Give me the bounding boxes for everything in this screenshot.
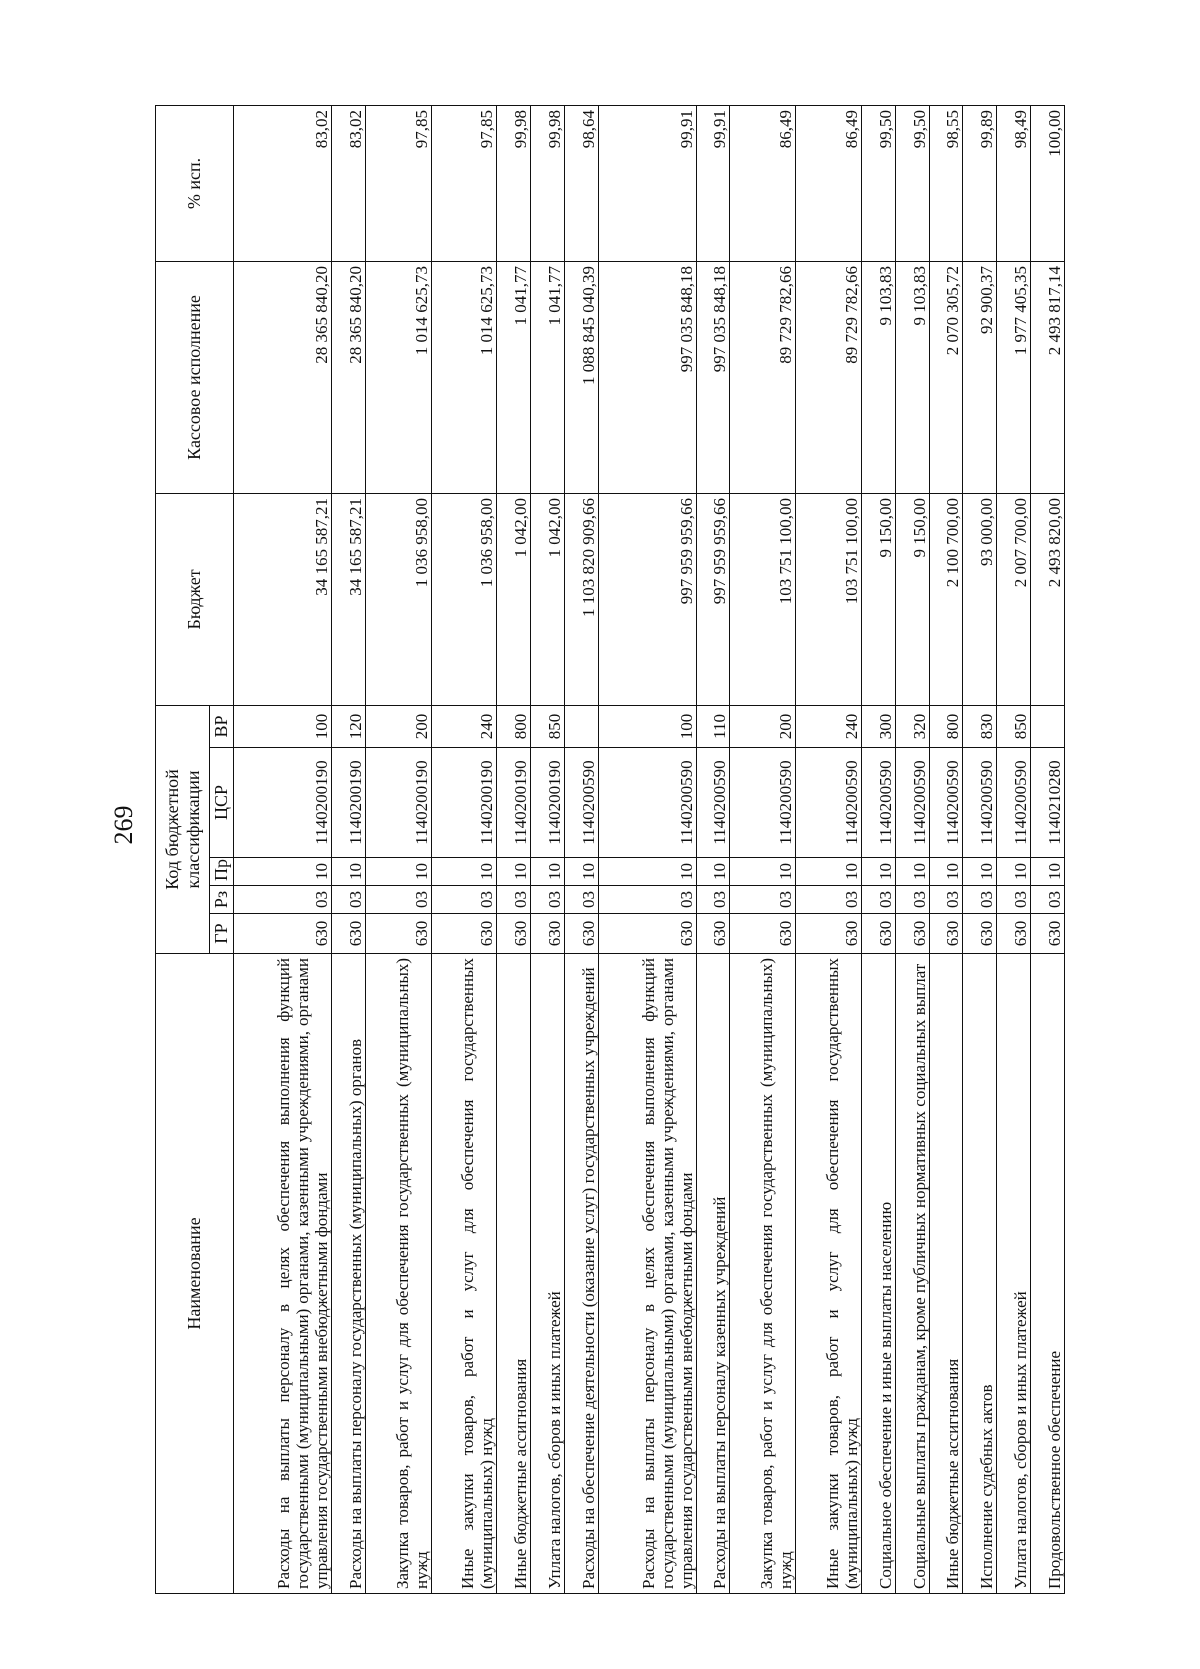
row-name: Закупка товаров, работ и услуг для обеспечения государственных (муниципальных) нужд	[730, 954, 796, 1594]
row-vr: 320	[895, 705, 929, 747]
row-vr: 240	[431, 705, 497, 747]
row-budget: 997 959 959,66	[696, 493, 730, 705]
row-budget: 34 165 587,21	[234, 493, 332, 705]
row-pr: 10	[730, 858, 796, 886]
row-gr: 630	[862, 914, 896, 954]
row-cash: 1 088 845 040,39	[564, 261, 598, 493]
row-pr: 10	[365, 858, 431, 886]
row-csr: 1140200590	[796, 748, 862, 858]
row-pct: 100,00	[1031, 105, 1065, 261]
row-cash: 2 070 305,72	[929, 261, 963, 493]
row-budget: 1 042,00	[497, 493, 531, 705]
row-cash: 2 493 817,14	[1031, 261, 1065, 493]
row-budget: 2 100 700,00	[929, 493, 963, 705]
row-pct: 86,49	[730, 105, 796, 261]
row-vr: 100	[234, 705, 332, 747]
row-rz: 03	[365, 886, 431, 914]
row-budget: 1 103 820 909,66	[564, 493, 598, 705]
row-name: Расходы на обеспечение деятельности (оказание услуг) государственных учреждений	[564, 954, 598, 1594]
row-csr: 1140200590	[696, 748, 730, 858]
row-pr: 10	[331, 858, 365, 886]
table-row	[997, 105, 1031, 1593]
row-cash: 1 041,77	[497, 261, 531, 493]
table-row	[497, 105, 531, 1593]
row-rz: 03	[331, 886, 365, 914]
row-vr	[1031, 705, 1065, 747]
header-vr: ВР	[210, 705, 234, 747]
row-name: Социальное обеспечение и иные выплаты населению	[862, 954, 896, 1594]
row-budget: 9 150,00	[895, 493, 929, 705]
row-pr: 10	[862, 858, 896, 886]
row-cash: 1 014 625,73	[431, 261, 497, 493]
table-row	[234, 105, 332, 1593]
row-gr: 630	[895, 914, 929, 954]
row-cash: 92 900,37	[963, 261, 997, 493]
row-name: Иные бюджетные ассигнования	[497, 954, 531, 1594]
row-name: Исполнение судебных актов	[963, 954, 997, 1594]
page-number: 269	[109, 805, 138, 845]
row-budget: 93 000,00	[963, 493, 997, 705]
row-rz: 03	[963, 886, 997, 914]
row-name: Расходы на выплаты персоналу государственных (муниципальных) органов	[331, 954, 365, 1594]
row-pct: 99,91	[696, 105, 730, 261]
row-gr: 630	[331, 914, 365, 954]
row-rz: 03	[564, 886, 598, 914]
row-name: Уплата налогов, сборов и иных платежей	[997, 954, 1031, 1594]
table-row	[431, 105, 497, 1593]
row-budget: 2 493 820,00	[1031, 493, 1065, 705]
row-vr: 300	[862, 705, 896, 747]
row-vr: 100	[598, 705, 696, 747]
table-row	[564, 105, 598, 1593]
table-row	[730, 105, 796, 1593]
row-rz: 03	[929, 886, 963, 914]
row-rz: 03	[598, 886, 696, 914]
row-budget: 1 036 958,00	[365, 493, 431, 705]
row-csr: 1140200190	[531, 748, 565, 858]
row-csr: 1140200590	[929, 748, 963, 858]
row-pct: 98,49	[997, 105, 1031, 261]
header-pct: % исп.	[156, 105, 234, 261]
row-rz: 03	[1031, 886, 1065, 914]
row-csr: 1140200590	[997, 748, 1031, 858]
row-budget: 9 150,00	[862, 493, 896, 705]
rotated-table-wrapper	[155, 106, 1065, 1594]
row-pct: 99,98	[497, 105, 531, 261]
row-cash: 997 035 848,18	[696, 261, 730, 493]
row-name: Расходы на выплаты персоналу в целях обеспечения выполнения функций государственными (муниципальными) органами, казенными учреждениями, органами управления государственными внебюджетными фондами	[598, 954, 696, 1594]
row-cash: 1 977 405,35	[997, 261, 1031, 493]
table-row	[598, 105, 696, 1593]
header-csr: ЦСР	[210, 748, 234, 858]
row-vr: 110	[696, 705, 730, 747]
table-body	[234, 105, 1065, 1593]
row-budget: 1 036 958,00	[431, 493, 497, 705]
row-csr: 1140200590	[598, 748, 696, 858]
row-gr: 630	[730, 914, 796, 954]
row-cash: 89 729 782,66	[730, 261, 796, 493]
row-vr: 830	[963, 705, 997, 747]
table-row	[1031, 105, 1065, 1593]
row-pct: 99,50	[895, 105, 929, 261]
row-csr: 1140200190	[331, 748, 365, 858]
row-budget: 997 959 959,66	[598, 493, 696, 705]
row-cash: 1 041,77	[531, 261, 565, 493]
row-pr: 10	[929, 858, 963, 886]
table-row	[862, 105, 896, 1593]
row-name: Продовольственное обеспечение	[1031, 954, 1065, 1594]
row-name: Социальные выплаты гражданам, кроме публичных нормативных социальных выплат	[895, 954, 929, 1594]
row-name: Закупка товаров, работ и услуг для обеспечения государственных (муниципальных) нужд	[365, 954, 431, 1594]
row-gr: 630	[796, 914, 862, 954]
row-rz: 03	[796, 886, 862, 914]
row-pr: 10	[796, 858, 862, 886]
row-pr: 10	[234, 858, 332, 886]
row-pct: 97,85	[365, 105, 431, 261]
row-pct: 98,55	[929, 105, 963, 261]
row-csr: 1140200190	[365, 748, 431, 858]
row-pr: 10	[497, 858, 531, 886]
row-pct: 86,49	[796, 105, 862, 261]
row-vr: 200	[730, 705, 796, 747]
row-gr: 630	[696, 914, 730, 954]
row-csr: 1140200590	[730, 748, 796, 858]
row-pct: 99,50	[862, 105, 896, 261]
row-pr: 10	[598, 858, 696, 886]
header-budget: Бюджет	[156, 493, 234, 705]
row-pct: 83,02	[331, 105, 365, 261]
table-row	[531, 105, 565, 1593]
row-pr: 10	[997, 858, 1031, 886]
row-csr: 1140200590	[862, 748, 896, 858]
row-pr: 10	[696, 858, 730, 886]
table-row	[796, 105, 862, 1593]
row-gr: 630	[598, 914, 696, 954]
row-vr: 850	[531, 705, 565, 747]
row-vr: 120	[331, 705, 365, 747]
row-pr: 10	[531, 858, 565, 886]
row-cash: 28 365 840,20	[331, 261, 365, 493]
table-row	[963, 105, 997, 1593]
row-vr: 240	[796, 705, 862, 747]
header-gr: ГР	[210, 914, 234, 954]
row-vr: 800	[497, 705, 531, 747]
row-gr: 630	[929, 914, 963, 954]
row-vr	[564, 705, 598, 747]
row-rz: 03	[696, 886, 730, 914]
table-row	[895, 105, 929, 1593]
row-cash: 28 365 840,20	[234, 261, 332, 493]
row-rz: 03	[895, 886, 929, 914]
row-pr: 10	[895, 858, 929, 886]
row-rz: 03	[862, 886, 896, 914]
row-gr: 630	[564, 914, 598, 954]
table-row	[365, 105, 431, 1593]
table-row	[696, 105, 730, 1593]
row-budget: 103 751 100,00	[796, 493, 862, 705]
row-csr: 1140210280	[1031, 748, 1065, 858]
row-name: Расходы на выплаты персоналу казенных учреждений	[696, 954, 730, 1594]
row-csr: 1140200190	[431, 748, 497, 858]
row-pr: 10	[1031, 858, 1065, 886]
row-budget: 1 042,00	[531, 493, 565, 705]
header-cash: Кассовое исполнение	[156, 261, 234, 493]
row-rz: 03	[234, 886, 332, 914]
row-vr: 200	[365, 705, 431, 747]
row-gr: 630	[497, 914, 531, 954]
row-cash: 997 035 848,18	[598, 261, 696, 493]
row-cash: 9 103,83	[895, 261, 929, 493]
row-csr: 1140200590	[895, 748, 929, 858]
header-name: Наименование	[156, 954, 234, 1594]
row-vr: 800	[929, 705, 963, 747]
row-pct: 99,91	[598, 105, 696, 261]
row-pct: 83,02	[234, 105, 332, 261]
budget-table	[155, 105, 1065, 1594]
row-gr: 630	[365, 914, 431, 954]
row-budget: 103 751 100,00	[730, 493, 796, 705]
header-rz: Рз	[210, 886, 234, 914]
row-name: Иные бюджетные ассигнования	[929, 954, 963, 1594]
row-cash: 1 014 625,73	[365, 261, 431, 493]
row-pct: 99,89	[963, 105, 997, 261]
row-budget: 2 007 700,00	[997, 493, 1031, 705]
row-pr: 10	[963, 858, 997, 886]
row-budget: 34 165 587,21	[331, 493, 365, 705]
row-gr: 630	[431, 914, 497, 954]
table-row	[331, 105, 365, 1593]
row-cash: 9 103,83	[862, 261, 896, 493]
header-code-group: Код бюджетной классификации	[156, 705, 210, 953]
row-name: Расходы на выплаты персоналу в целях обеспечения выполнения функций государственными (муниципальными) органами, казенными учреждениями, органами управления государственными внебюджетными фондами	[234, 954, 332, 1594]
row-csr: 1140200190	[234, 748, 332, 858]
row-pct: 98,64	[564, 105, 598, 261]
row-rz: 03	[730, 886, 796, 914]
row-rz: 03	[431, 886, 497, 914]
row-csr: 1140200590	[564, 748, 598, 858]
row-gr: 630	[1031, 914, 1065, 954]
row-csr: 1140200190	[497, 748, 531, 858]
row-name: Уплата налогов, сборов и иных платежей	[531, 954, 565, 1594]
row-vr: 850	[997, 705, 1031, 747]
row-name: Иные закупки товаров, работ и услуг для обеспечения государственных (муниципальных) нужд	[431, 954, 497, 1594]
row-rz: 03	[531, 886, 565, 914]
row-pct: 99,98	[531, 105, 565, 261]
row-name: Иные закупки товаров, работ и услуг для обеспечения государственных (муниципальных) нужд	[796, 954, 862, 1594]
row-pr: 10	[431, 858, 497, 886]
row-pct: 97,85	[431, 105, 497, 261]
row-gr: 630	[997, 914, 1031, 954]
row-gr: 630	[963, 914, 997, 954]
row-rz: 03	[997, 886, 1031, 914]
table-row	[929, 105, 963, 1593]
row-gr: 630	[531, 914, 565, 954]
row-csr: 1140200590	[963, 748, 997, 858]
header-pr: Пр	[210, 858, 234, 886]
row-cash: 89 729 782,66	[796, 261, 862, 493]
row-rz: 03	[497, 886, 531, 914]
row-gr: 630	[234, 914, 332, 954]
row-pr: 10	[564, 858, 598, 886]
